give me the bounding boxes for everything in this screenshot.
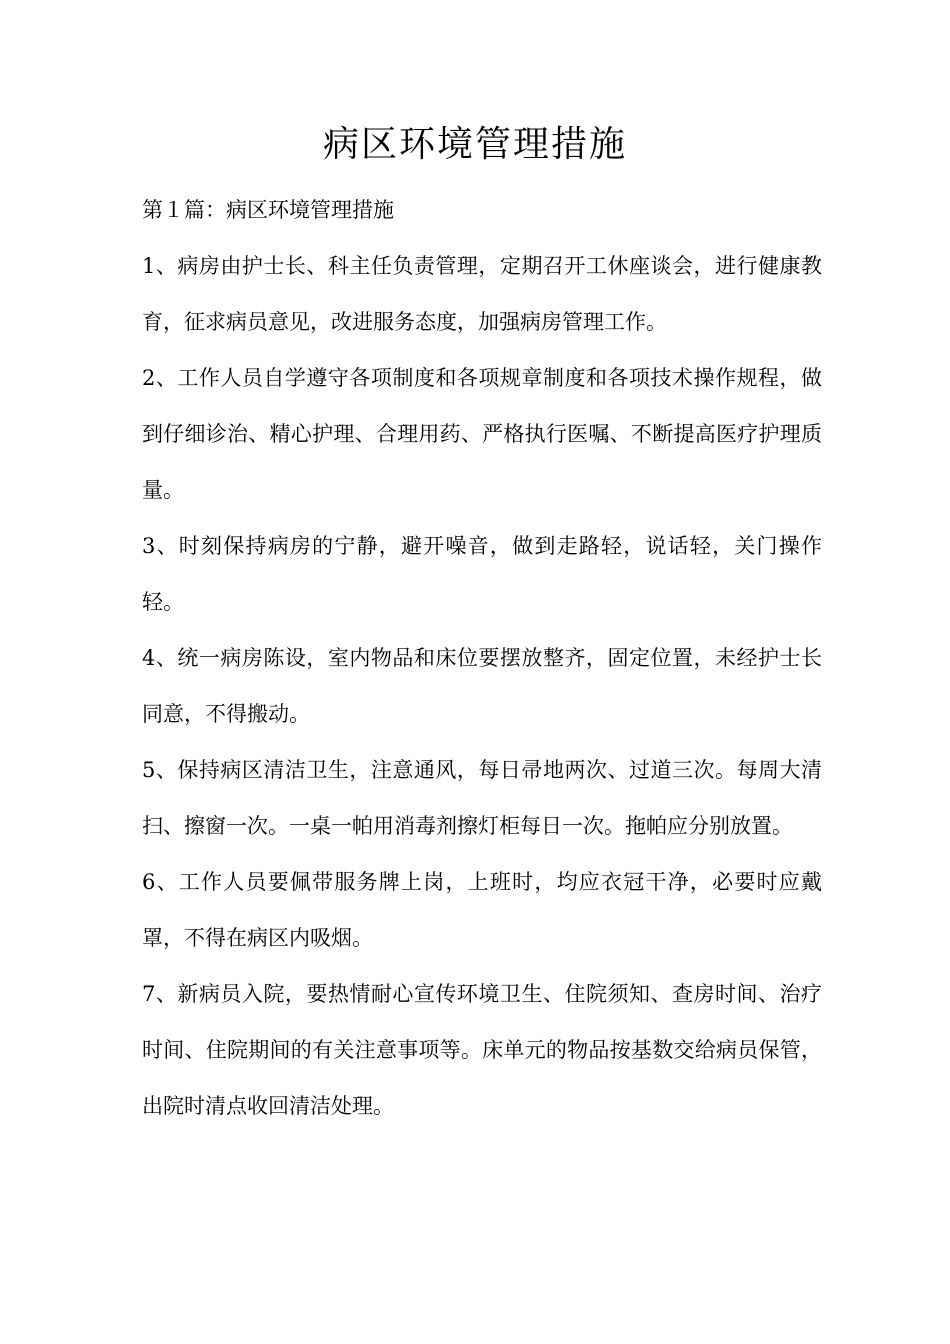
document-body: [142, 182, 822, 1134]
document-title: 病区环境管理措施: [322, 124, 627, 165]
paragraph-6: 6、工作人员要佩带服务牌上岗，上班时，均应衣冠干净，必要时应戴罩，不得在病区内吸烟。: [142, 870, 822, 950]
paragraph-1: 1、病房由护士长、科主任负责管理，定期召开工休座谈会，进行健康教育，征求病员意见，改进服务态度，加强病房管理工作。: [142, 254, 822, 334]
paragraph-5: 5、保持病区清洁卫生，注意通风，每日帚地两次、过道三次。每周大清扫、擦窗一次。一桌一帕用消毒剂擦灯柜每日一次。拖帕应分别放置。: [142, 758, 822, 838]
section-heading: 第１篇：病区环境管理措施: [142, 198, 394, 222]
paragraph-4: 4、统一病房陈设，室内物品和床位要摆放整齐，固定位置，未经护士长同意，不得搬动。: [142, 646, 822, 726]
paragraph-3: 3、时刻保持病房的宁静，避开噪音，做到走路轻，说话轻，关门操作轻。: [142, 534, 822, 614]
paragraph-7: 7、新病员入院，要热情耐心宣传环境卫生、住院须知、查房时间、治疗时间、住院期间的有关注意事项等。床单元的物品按基数交给病员保管，出院时清点收回清洁处理。: [142, 982, 822, 1118]
paragraph-2: 2、工作人员自学遵守各项制度和各项规章制度和各项技术操作规程，做到仔细诊治、精心护理、合理用药、严格执行医嘱、不断提高医疗护理质量。: [142, 366, 822, 502]
